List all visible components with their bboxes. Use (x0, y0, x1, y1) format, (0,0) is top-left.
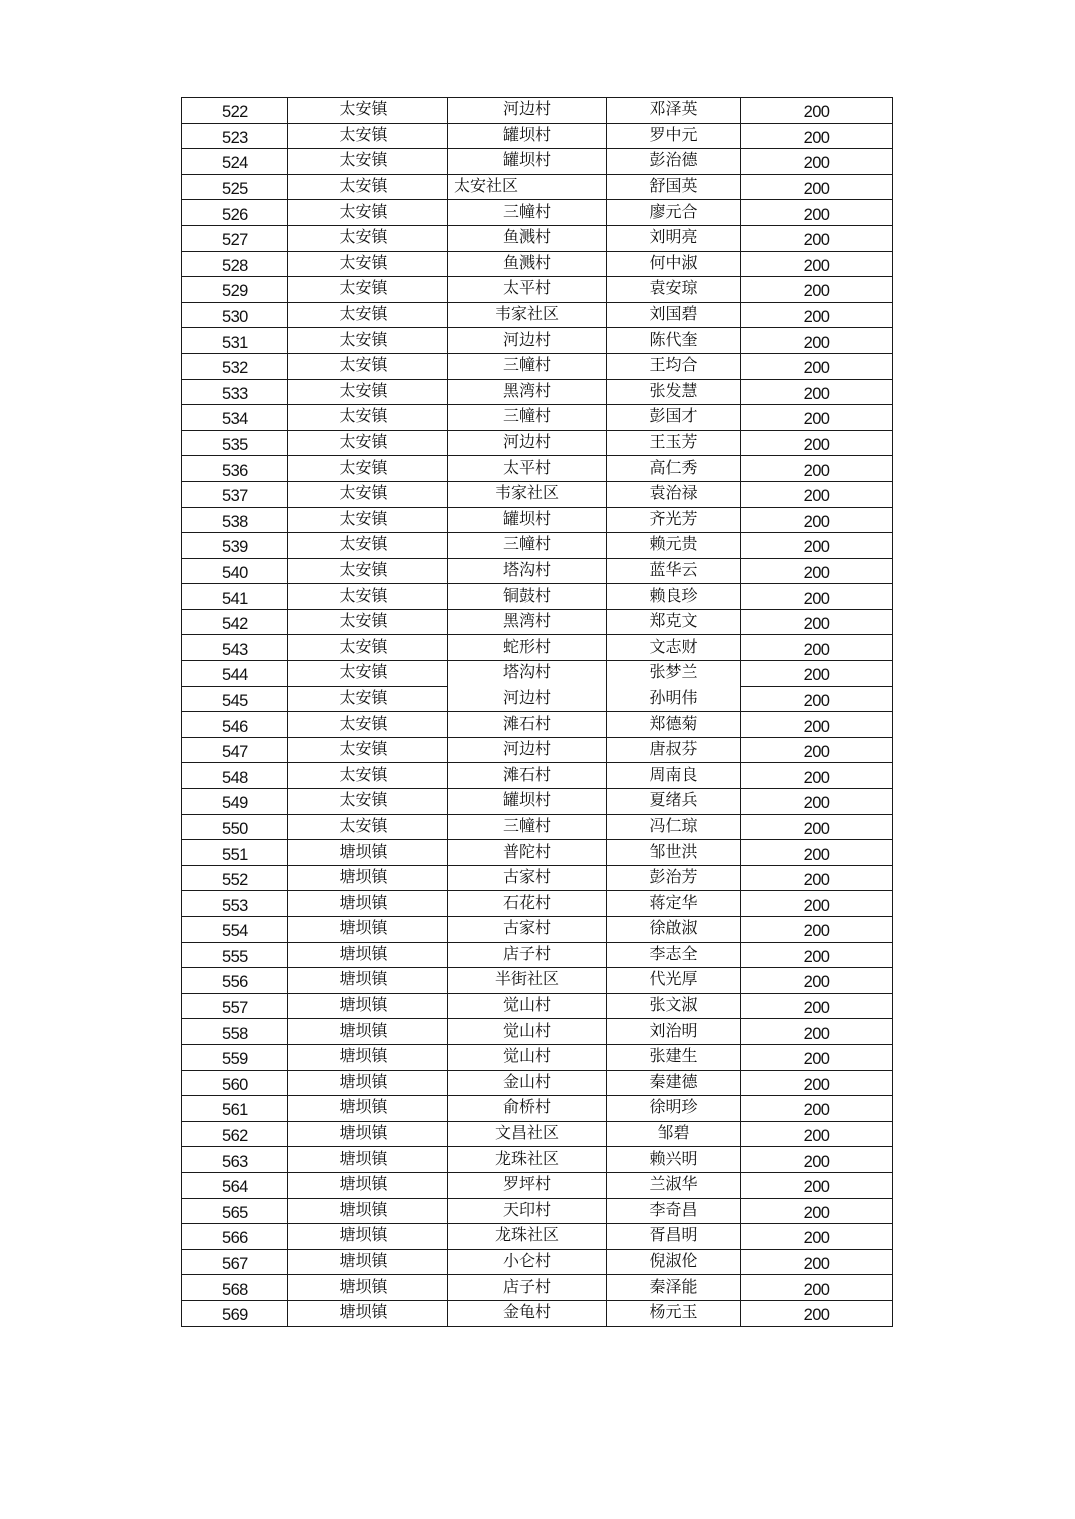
village-cell: 太安社区 (448, 174, 607, 200)
table-row (182, 302, 893, 328)
person-name-cell: 赖兴明 (607, 1147, 741, 1173)
village-cell: 天印村 (448, 1198, 607, 1224)
person-name-cell: 胥昌明 (607, 1224, 741, 1250)
table-row (182, 789, 893, 815)
town-cell: 塘坝镇 (288, 968, 448, 994)
person-name-cell: 秦泽能 (607, 1275, 741, 1301)
row-number-cell: 542 (182, 609, 288, 635)
village-cell: 河边村 (448, 98, 607, 124)
village-cell: 龙珠社区 (448, 1147, 607, 1173)
town-cell: 太安镇 (288, 174, 448, 200)
village-cell: 滩石村 (448, 763, 607, 789)
amount-cell: 200 (741, 814, 893, 840)
table-row (182, 1275, 893, 1301)
town-cell: 塘坝镇 (288, 1300, 448, 1326)
row-number-cell: 529 (182, 277, 288, 303)
row-number-cell: 539 (182, 533, 288, 559)
row-number-cell: 562 (182, 1121, 288, 1147)
town-cell: 塘坝镇 (288, 1019, 448, 1045)
person-name-cell: 邓泽英 (607, 98, 741, 124)
person-name-cell: 冯仁琼 (607, 814, 741, 840)
row-number-cell: 567 (182, 1249, 288, 1275)
table-row (182, 1224, 893, 1250)
row-number-cell: 558 (182, 1019, 288, 1045)
village-cell: 太平村 (448, 456, 607, 482)
amount-cell: 200 (741, 277, 893, 303)
amount-cell: 200 (741, 405, 893, 431)
person-name-cell: 邹碧 (607, 1121, 741, 1147)
town-cell: 太安镇 (288, 814, 448, 840)
row-number-cell: 551 (182, 840, 288, 866)
amount-cell: 200 (741, 917, 893, 943)
village-cell: 铜鼓村 (448, 584, 607, 610)
amount-cell: 200 (741, 661, 893, 687)
row-number-cell: 533 (182, 379, 288, 405)
table-row (182, 174, 893, 200)
town-cell: 太安镇 (288, 405, 448, 431)
person-name-cell: 赖良珍 (607, 584, 741, 610)
row-number-cell: 541 (182, 584, 288, 610)
person-name-cell: 袁安琼 (607, 277, 741, 303)
person-name-cell: 邹世洪 (607, 840, 741, 866)
table-row (182, 840, 893, 866)
row-number-cell: 544 (182, 661, 288, 687)
table-row (182, 712, 893, 738)
town-cell: 太安镇 (288, 686, 448, 712)
village-cell: 金龟村 (448, 1300, 607, 1326)
town-cell: 塘坝镇 (288, 917, 448, 943)
village-cell: 罐坝村 (448, 149, 607, 175)
table-row (182, 1096, 893, 1122)
village-cell: 塔沟村 (448, 558, 607, 584)
town-cell: 太安镇 (288, 763, 448, 789)
amount-cell: 200 (741, 1275, 893, 1301)
person-name-cell: 彭治德 (607, 149, 741, 175)
town-cell: 塘坝镇 (288, 1249, 448, 1275)
row-number-cell: 531 (182, 328, 288, 354)
amount-cell: 200 (741, 635, 893, 661)
village-cell: 鱼溅村 (448, 225, 607, 251)
amount-cell: 200 (741, 98, 893, 124)
amount-cell: 200 (741, 840, 893, 866)
row-number-cell: 559 (182, 1044, 288, 1070)
village-cell: 蛇形村 (448, 635, 607, 661)
amount-cell: 200 (741, 328, 893, 354)
amount-cell: 200 (741, 1096, 893, 1122)
amount-cell: 200 (741, 251, 893, 277)
amount-cell: 200 (741, 942, 893, 968)
town-cell: 塘坝镇 (288, 1172, 448, 1198)
person-name-cell: 廖元合 (607, 200, 741, 226)
village-cell: 三幢村 (448, 405, 607, 431)
row-number-cell: 538 (182, 507, 288, 533)
town-cell: 塘坝镇 (288, 1224, 448, 1250)
row-number-cell: 566 (182, 1224, 288, 1250)
person-name-cell: 张发慧 (607, 379, 741, 405)
town-cell: 太安镇 (288, 430, 448, 456)
amount-cell: 200 (741, 686, 893, 712)
village-cell: 石花村 (448, 891, 607, 917)
town-cell: 太安镇 (288, 149, 448, 175)
table-row (182, 225, 893, 251)
village-cell: 罗坪村 (448, 1172, 607, 1198)
amount-cell: 200 (741, 430, 893, 456)
village-cell: 普陀村 (448, 840, 607, 866)
row-number-cell: 549 (182, 789, 288, 815)
town-cell: 太安镇 (288, 609, 448, 635)
row-number-cell: 560 (182, 1070, 288, 1096)
village-cell: 店子村 (448, 942, 607, 968)
person-name-cell: 徐啟淑 (607, 917, 741, 943)
table-row (182, 1249, 893, 1275)
table-row (182, 507, 893, 533)
table-row (182, 609, 893, 635)
village-cell: 三幢村 (448, 353, 607, 379)
table-row (182, 1172, 893, 1198)
village-cell: 河边村 (448, 737, 607, 763)
row-number-cell: 527 (182, 225, 288, 251)
person-name-cell: 罗中元 (607, 123, 741, 149)
town-cell: 塘坝镇 (288, 1096, 448, 1122)
town-cell: 塘坝镇 (288, 1044, 448, 1070)
town-cell: 太安镇 (288, 635, 448, 661)
table-row (182, 1198, 893, 1224)
table-row (182, 968, 893, 994)
village-cell: 罐坝村 (448, 507, 607, 533)
table-row (182, 149, 893, 175)
row-number-cell: 534 (182, 405, 288, 431)
amount-cell: 200 (741, 353, 893, 379)
row-number-cell: 554 (182, 917, 288, 943)
town-cell: 太安镇 (288, 737, 448, 763)
row-number-cell: 548 (182, 763, 288, 789)
person-name-cell: 刘国碧 (607, 302, 741, 328)
row-number-cell: 540 (182, 558, 288, 584)
row-number-cell: 547 (182, 737, 288, 763)
row-number-cell: 522 (182, 98, 288, 124)
table-row (182, 353, 893, 379)
amount-cell: 200 (741, 225, 893, 251)
town-cell: 塘坝镇 (288, 1198, 448, 1224)
table-row (182, 456, 893, 482)
amount-cell: 200 (741, 763, 893, 789)
town-cell: 太安镇 (288, 481, 448, 507)
person-name-cell: 蒋定华 (607, 891, 741, 917)
town-cell: 太安镇 (288, 353, 448, 379)
table-row (182, 328, 893, 354)
row-number-cell: 563 (182, 1147, 288, 1173)
person-name-cell: 高仁秀 (607, 456, 741, 482)
amount-cell: 200 (741, 1300, 893, 1326)
row-number-cell: 525 (182, 174, 288, 200)
row-number-cell: 526 (182, 200, 288, 226)
table-row (182, 98, 893, 124)
table-row (182, 1300, 893, 1326)
town-cell: 太安镇 (288, 200, 448, 226)
town-cell: 塘坝镇 (288, 1147, 448, 1173)
village-cell: 河边村 (448, 328, 607, 354)
person-name-cell: 李志全 (607, 942, 741, 968)
village-cell: 觉山村 (448, 1019, 607, 1045)
row-number-cell: 569 (182, 1300, 288, 1326)
village-cell: 滩石村 (448, 712, 607, 738)
table-row (182, 584, 893, 610)
amount-cell: 200 (741, 737, 893, 763)
row-number-cell: 556 (182, 968, 288, 994)
table-row (182, 917, 893, 943)
row-number-cell: 532 (182, 353, 288, 379)
person-name-cell: 唐叔芬 (607, 737, 741, 763)
row-number-cell: 543 (182, 635, 288, 661)
table-row (182, 277, 893, 303)
person-name-cell: 张建生 (607, 1044, 741, 1070)
town-cell: 塘坝镇 (288, 891, 448, 917)
table-row (182, 763, 893, 789)
village-cell: 罐坝村 (448, 789, 607, 815)
table-row (182, 200, 893, 226)
amount-cell: 200 (741, 891, 893, 917)
town-cell: 太安镇 (288, 225, 448, 251)
row-number-cell: 561 (182, 1096, 288, 1122)
town-cell: 太安镇 (288, 533, 448, 559)
village-cell: 太平村 (448, 277, 607, 303)
table-row (182, 251, 893, 277)
town-cell: 太安镇 (288, 328, 448, 354)
amount-cell: 200 (741, 174, 893, 200)
amount-cell: 200 (741, 200, 893, 226)
table-row (182, 686, 893, 712)
amount-cell: 200 (741, 507, 893, 533)
table-row (182, 865, 893, 891)
town-cell: 塘坝镇 (288, 1275, 448, 1301)
person-name-cell: 夏绪兵 (607, 789, 741, 815)
person-name-cell: 张文淑 (607, 993, 741, 1019)
roster-table-body (182, 98, 893, 1327)
town-cell: 塘坝镇 (288, 1121, 448, 1147)
table-row (182, 942, 893, 968)
table-row (182, 558, 893, 584)
village-cell: 店子村 (448, 1275, 607, 1301)
person-name-cell: 赖元贵 (607, 533, 741, 559)
person-name-cell: 何中淑 (607, 251, 741, 277)
row-number-cell: 550 (182, 814, 288, 840)
row-number-cell: 552 (182, 865, 288, 891)
amount-cell: 200 (741, 968, 893, 994)
village-cell: 小仑村 (448, 1249, 607, 1275)
amount-cell: 200 (741, 123, 893, 149)
row-number-cell: 537 (182, 481, 288, 507)
village-cell: 三幢村 (448, 200, 607, 226)
row-number-cell: 545 (182, 686, 288, 712)
person-name-cell: 张梦兰 (607, 661, 741, 687)
person-name-cell: 兰淑华 (607, 1172, 741, 1198)
amount-cell: 200 (741, 558, 893, 584)
amount-cell: 200 (741, 1224, 893, 1250)
town-cell: 太安镇 (288, 661, 448, 687)
town-cell: 太安镇 (288, 123, 448, 149)
amount-cell: 200 (741, 993, 893, 1019)
amount-cell: 200 (741, 1019, 893, 1045)
row-number-cell: 535 (182, 430, 288, 456)
amount-cell: 200 (741, 533, 893, 559)
table-row (182, 1044, 893, 1070)
village-cell: 三幢村 (448, 533, 607, 559)
row-number-cell: 546 (182, 712, 288, 738)
town-cell: 太安镇 (288, 558, 448, 584)
village-cell: 黑湾村 (448, 609, 607, 635)
person-name-cell: 郑德菊 (607, 712, 741, 738)
table-row (182, 891, 893, 917)
village-cell: 韦家社区 (448, 302, 607, 328)
town-cell: 太安镇 (288, 584, 448, 610)
town-cell: 太安镇 (288, 507, 448, 533)
row-number-cell: 557 (182, 993, 288, 1019)
amount-cell: 200 (741, 789, 893, 815)
row-number-cell: 568 (182, 1275, 288, 1301)
amount-cell: 200 (741, 865, 893, 891)
village-cell: 罐坝村 (448, 123, 607, 149)
town-cell: 太安镇 (288, 379, 448, 405)
village-cell: 文昌社区 (448, 1121, 607, 1147)
table-row (182, 1147, 893, 1173)
row-number-cell: 565 (182, 1198, 288, 1224)
town-cell: 太安镇 (288, 789, 448, 815)
table-row (182, 635, 893, 661)
person-name-cell: 秦建德 (607, 1070, 741, 1096)
table-row (182, 533, 893, 559)
amount-cell: 200 (741, 456, 893, 482)
village-cell: 古家村 (448, 917, 607, 943)
amount-cell: 200 (741, 1121, 893, 1147)
person-name-cell: 王均合 (607, 353, 741, 379)
subsidy-roster-table (181, 97, 893, 1327)
village-cell: 塔沟村 (448, 661, 607, 687)
person-name-cell: 蓝华云 (607, 558, 741, 584)
town-cell: 塘坝镇 (288, 1070, 448, 1096)
village-cell: 鱼溅村 (448, 251, 607, 277)
village-cell: 觉山村 (448, 1044, 607, 1070)
person-name-cell: 郑克文 (607, 609, 741, 635)
table-row (182, 430, 893, 456)
amount-cell: 200 (741, 584, 893, 610)
row-number-cell: 564 (182, 1172, 288, 1198)
town-cell: 太安镇 (288, 277, 448, 303)
person-name-cell: 代光厚 (607, 968, 741, 994)
town-cell: 塘坝镇 (288, 942, 448, 968)
person-name-cell: 杨元玉 (607, 1300, 741, 1326)
row-number-cell: 523 (182, 123, 288, 149)
row-number-cell: 536 (182, 456, 288, 482)
amount-cell: 200 (741, 712, 893, 738)
village-cell: 古家村 (448, 865, 607, 891)
person-name-cell: 陈代奎 (607, 328, 741, 354)
table-row (182, 1019, 893, 1045)
table-row (182, 123, 893, 149)
town-cell: 太安镇 (288, 251, 448, 277)
village-cell: 河边村 (448, 430, 607, 456)
village-cell: 俞桥村 (448, 1096, 607, 1122)
town-cell: 塘坝镇 (288, 840, 448, 866)
row-number-cell: 528 (182, 251, 288, 277)
person-name-cell: 齐光芳 (607, 507, 741, 533)
town-cell: 太安镇 (288, 98, 448, 124)
table-row (182, 814, 893, 840)
person-name-cell: 舒国英 (607, 174, 741, 200)
village-cell: 三幢村 (448, 814, 607, 840)
row-number-cell: 555 (182, 942, 288, 968)
amount-cell: 200 (741, 1172, 893, 1198)
table-row (182, 405, 893, 431)
amount-cell: 200 (741, 149, 893, 175)
town-cell: 太安镇 (288, 302, 448, 328)
person-name-cell: 文志财 (607, 635, 741, 661)
amount-cell: 200 (741, 1044, 893, 1070)
person-name-cell: 周南良 (607, 763, 741, 789)
table-row (182, 1121, 893, 1147)
town-cell: 塘坝镇 (288, 865, 448, 891)
town-cell: 塘坝镇 (288, 993, 448, 1019)
table-row (182, 1070, 893, 1096)
row-number-cell: 524 (182, 149, 288, 175)
person-name-cell: 彭治芳 (607, 865, 741, 891)
amount-cell: 200 (741, 1147, 893, 1173)
person-name-cell: 彭国才 (607, 405, 741, 431)
town-cell: 太安镇 (288, 712, 448, 738)
person-name-cell: 袁治禄 (607, 481, 741, 507)
table-row (182, 379, 893, 405)
table-row (182, 737, 893, 763)
amount-cell: 200 (741, 1198, 893, 1224)
amount-cell: 200 (741, 1070, 893, 1096)
table-row (182, 661, 893, 687)
village-cell: 半街社区 (448, 968, 607, 994)
village-cell: 韦家社区 (448, 481, 607, 507)
person-name-cell: 刘治明 (607, 1019, 741, 1045)
town-cell: 太安镇 (288, 456, 448, 482)
amount-cell: 200 (741, 302, 893, 328)
person-name-cell: 王玉芳 (607, 430, 741, 456)
row-number-cell: 553 (182, 891, 288, 917)
table-row (182, 993, 893, 1019)
table-row (182, 481, 893, 507)
amount-cell: 200 (741, 609, 893, 635)
row-number-cell: 530 (182, 302, 288, 328)
person-name-cell: 徐明珍 (607, 1096, 741, 1122)
village-cell: 黑湾村 (448, 379, 607, 405)
amount-cell: 200 (741, 379, 893, 405)
person-name-cell: 刘明亮 (607, 225, 741, 251)
village-cell: 觉山村 (448, 993, 607, 1019)
amount-cell: 200 (741, 481, 893, 507)
person-name-cell: 孙明伟 (607, 686, 741, 712)
person-name-cell: 李奇昌 (607, 1198, 741, 1224)
village-cell: 金山村 (448, 1070, 607, 1096)
village-cell: 龙珠社区 (448, 1224, 607, 1250)
village-cell: 河边村 (448, 686, 607, 712)
amount-cell: 200 (741, 1249, 893, 1275)
person-name-cell: 倪淑伦 (607, 1249, 741, 1275)
